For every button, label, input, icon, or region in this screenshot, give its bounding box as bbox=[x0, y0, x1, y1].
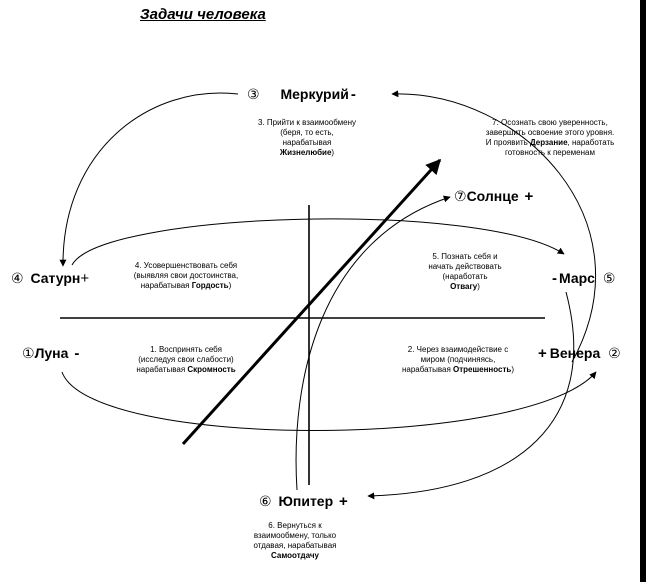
planet-sign: - bbox=[74, 345, 80, 362]
note-line: (исследуя свои слабости) bbox=[138, 355, 234, 364]
arc-mercury-to-saturn bbox=[63, 93, 238, 266]
note-line: 2. Через взаимодействие с bbox=[407, 345, 509, 354]
note-line bbox=[452, 138, 646, 148]
planet-name: Юпитер bbox=[278, 493, 334, 509]
note-line-tail: ) bbox=[331, 148, 335, 157]
planet-number: ⑤ bbox=[602, 270, 616, 286]
note-keyword: Отвагу bbox=[450, 282, 478, 291]
note-line: отдавая, нарабатывая bbox=[253, 541, 337, 550]
planet-name: Меркурий bbox=[280, 86, 349, 102]
note-line bbox=[102, 365, 270, 375]
note-line: 4. Усовершенствовать себя bbox=[134, 261, 238, 270]
note-line: начать действовать bbox=[428, 262, 502, 271]
planet-sign: + bbox=[524, 188, 534, 205]
right-edge-bar bbox=[640, 0, 646, 582]
note-line: (выявляя свои достоинства, bbox=[133, 271, 239, 280]
planet-sign: - bbox=[552, 270, 557, 287]
note-line-tail: ) bbox=[477, 282, 480, 291]
note-line-tail: ) bbox=[511, 365, 514, 374]
note-line: взаимообмену, только bbox=[253, 531, 337, 540]
diagram-title: Задачи человека bbox=[140, 6, 266, 23]
planet-number: ① bbox=[22, 345, 35, 361]
note-line: 6. Вернуться к bbox=[268, 521, 322, 530]
note-line bbox=[370, 365, 546, 375]
planet-venus bbox=[538, 345, 624, 362]
note-line-tail: , наработать bbox=[567, 138, 615, 147]
planet-sign: + bbox=[339, 493, 348, 510]
note-line: миром (подчиняясь, bbox=[420, 355, 496, 364]
planet-sign: - bbox=[350, 86, 356, 103]
planet-sign: + bbox=[80, 270, 90, 287]
note-line-head: нарабатывая bbox=[401, 365, 453, 374]
note-line-head: нарабатывая bbox=[136, 365, 188, 374]
arc-mars-to-jupiter bbox=[368, 292, 574, 496]
planet-saturn bbox=[11, 270, 89, 287]
note-line: готовность к переменам bbox=[505, 148, 595, 157]
planet-number: ④ bbox=[11, 270, 24, 286]
note-keyword: Скромность bbox=[187, 365, 236, 374]
note-mars bbox=[400, 252, 530, 292]
note-line: (наработать bbox=[442, 272, 488, 281]
note-line: (беря, то есть, bbox=[280, 128, 334, 137]
planet-mars bbox=[552, 270, 618, 287]
planet-sun bbox=[454, 188, 533, 205]
note-line bbox=[232, 148, 382, 158]
planet-name: Венера bbox=[549, 345, 601, 361]
note-line: 3. Прийти к взаимообмену bbox=[257, 118, 357, 127]
note-line-tail: ) bbox=[228, 281, 232, 290]
note-keyword: Самоотдачу bbox=[271, 551, 319, 560]
note-keyword: Гордость bbox=[191, 281, 229, 290]
note-saturn bbox=[102, 261, 270, 291]
planet-name: Марс bbox=[559, 270, 595, 286]
note-line bbox=[102, 281, 270, 291]
arc-moon-to-venus bbox=[62, 372, 596, 431]
note-line: нарабатывая bbox=[282, 138, 332, 147]
note-line bbox=[400, 282, 530, 292]
note-mercury bbox=[232, 118, 382, 158]
planet-name: Луна bbox=[34, 345, 69, 361]
note-jupiter bbox=[220, 521, 370, 561]
planet-moon bbox=[22, 345, 79, 362]
note-moon bbox=[102, 345, 270, 375]
note-venus bbox=[370, 345, 546, 375]
planet-number: ⑦ bbox=[454, 188, 467, 204]
note-line-head: нарабатывая bbox=[140, 281, 192, 290]
note-keyword: Дерзание bbox=[530, 138, 568, 147]
note-line bbox=[220, 551, 370, 561]
planet-name: Солнце bbox=[466, 188, 519, 204]
planet-number: ③ bbox=[247, 86, 260, 102]
planet-number: ② bbox=[608, 345, 621, 361]
note-sun bbox=[452, 118, 646, 158]
note-line-head: И проявить bbox=[485, 138, 530, 147]
note-line: 5. Познать себя и bbox=[432, 252, 498, 261]
planet-jupiter bbox=[259, 493, 348, 510]
note-line: 1. Воспринять себя bbox=[150, 345, 222, 354]
note-line: завершить освоение этого уровня. bbox=[485, 128, 615, 137]
planet-number: ⑥ bbox=[259, 493, 272, 509]
arc-jupiter-to-sun bbox=[296, 197, 450, 490]
note-keyword: Отрешенность bbox=[453, 365, 512, 374]
planet-sign: + bbox=[538, 345, 547, 362]
note-keyword: Жизнелюбие bbox=[279, 148, 332, 157]
planet-name: Сатурн bbox=[30, 270, 81, 286]
note-line: 7. Осознать свою уверенность, bbox=[492, 118, 608, 127]
diagonal-arrow bbox=[183, 160, 440, 444]
planet-mercury bbox=[247, 86, 356, 103]
